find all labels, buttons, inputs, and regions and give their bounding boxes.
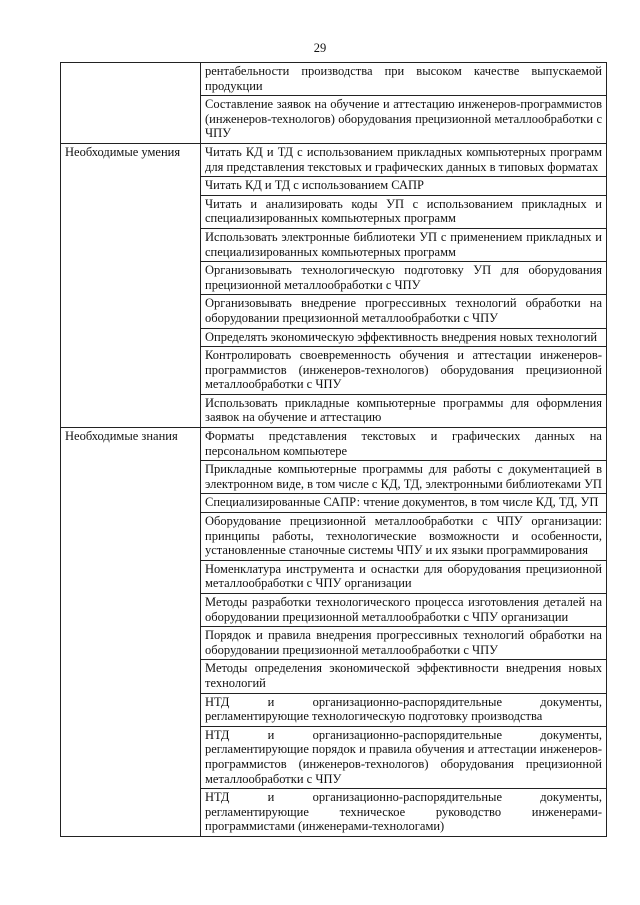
requirement-text: НТД и организационно-распорядительные документы, регламентирующие техническое руководство инженерами-программистами (инженерами-технологами) xyxy=(201,789,607,837)
requirement-text: НТД и организационно-распорядительные документы, регламентирующие порядок и правила обучения и аттестации инженеров-программистов (инженеров-технологов) оборудования прецизионной металлообработки с ЧПУ xyxy=(201,726,607,788)
section-label: Необходимые умения xyxy=(61,143,201,427)
requirements-table xyxy=(60,62,607,837)
page-number: 29 xyxy=(313,41,327,55)
requirement-text: Организовывать технологическую подготовку УП для оборудования прецизионной металлообработки с ЧПУ xyxy=(201,262,607,295)
table-row xyxy=(61,143,607,176)
requirement-text: Номенклатура инструмента и оснастки для оборудования прецизионной металлообработки с ЧПУ организации xyxy=(201,560,607,593)
requirement-text: НТД и организационно-распорядительные документы, регламентирующие технологическую подготовку производства xyxy=(201,693,607,726)
requirement-text: Использовать электронные библиотеки УП с применением прикладных и специализированных компьютерных программ xyxy=(201,228,607,261)
requirement-text: Порядок и правила внедрения прогрессивных технологий обработки на оборудовании прецизионной металлообработки с ЧПУ xyxy=(201,627,607,660)
requirement-text: Читать КД и ТД с использованием САПР xyxy=(201,177,607,196)
requirements-table-body xyxy=(61,63,607,837)
requirement-text: Методы определения экономической эффективности внедрения новых технологий xyxy=(201,660,607,693)
requirement-text: Прикладные компьютерные программы для работы с документацией в электронном виде, в том числе с КД, ТД, электронными библиотеками УП xyxy=(201,461,607,494)
requirement-text: Специализированные САПР: чтение документов, в том числе КД, ТД, УП xyxy=(201,494,607,513)
requirement-text: Составление заявок на обучение и аттестацию инженеров-программистов (инженеров-технологов) оборудования прецизионной металлообработки с ЧПУ xyxy=(201,96,607,144)
requirement-text: Использовать прикладные компьютерные программы для оформления заявок на обучение и аттестацию xyxy=(201,394,607,427)
section-label: Необходимые знания xyxy=(61,428,201,837)
requirement-text: Читать КД и ТД с использованием прикладных компьютерных программ для представления текстовых и графических данных в типовых форматах xyxy=(201,143,607,176)
requirement-text: рентабельности производства при высоком качестве выпускаемой продукции xyxy=(201,63,607,96)
requirement-text: Методы разработки технологического процесса изготовления деталей на оборудовании прецизионной металлообработки с ЧПУ организации xyxy=(201,594,607,627)
requirement-text: Читать и анализировать коды УП с использованием прикладных и специализированных компьютерных программ xyxy=(201,195,607,228)
table-row xyxy=(61,428,607,461)
requirement-text: Форматы представления текстовых и графических данных на персональном компьютере xyxy=(201,428,607,461)
requirement-text: Организовывать внедрение прогрессивных технологий обработки на оборудовании прецизионной металлообработки с ЧПУ xyxy=(201,295,607,328)
section-label xyxy=(61,63,201,144)
requirement-text: Контролировать своевременность обучения и аттестации инженеров-программистов (инженеров-технологов) оборудования прецизионной металлообработки с ЧПУ xyxy=(201,347,607,395)
requirement-text: Определять экономическую эффективность внедрения новых технологий xyxy=(201,328,607,347)
requirement-text: Оборудование прецизионной металлообработки с ЧПУ организации: принципы работы, технологические возможности и особенности, установленные станочные системы ЧПУ и их языки программирования xyxy=(201,513,607,561)
table-row xyxy=(61,63,607,96)
